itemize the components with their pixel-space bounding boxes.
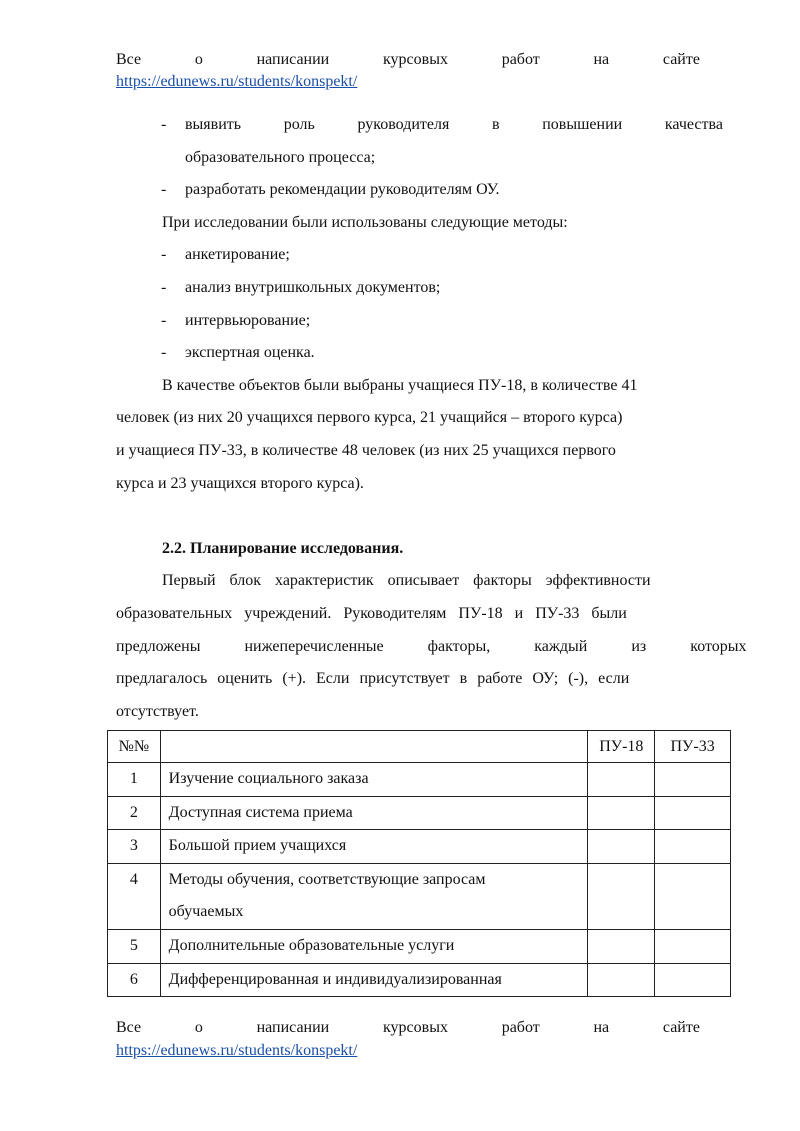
row-number: 2 [108, 796, 161, 830]
list-item-text: экспертная оценка. [185, 344, 315, 362]
word: качества [664, 116, 723, 133]
header-word: работ [501, 51, 540, 68]
table-row [108, 830, 731, 864]
mark-cell-pu18[interactable] [588, 796, 655, 830]
factor-name: Методы обучения, соответствующие запросам обучаемых [160, 863, 588, 929]
table-header-row [108, 731, 731, 763]
section-heading: 2.2. Планирование исследования. [162, 539, 404, 557]
word: роль [283, 116, 315, 133]
header-word: сайте [662, 51, 700, 68]
list-dash: - [161, 344, 167, 362]
list-dash: - [161, 311, 167, 329]
header-word: Все [116, 51, 142, 68]
list-item-text: разработать рекомендации руководителям ОУ. [185, 181, 500, 199]
list-item-text: интервьюрование; [185, 311, 311, 329]
list-item [116, 337, 723, 370]
paragraph-line: отсутствует. [116, 702, 199, 720]
mark-cell-pu18[interactable] [588, 929, 655, 963]
mark-cell-pu33[interactable] [655, 796, 731, 830]
header-word: написании [256, 51, 330, 68]
list-item-text: образовательного процесса; [185, 148, 376, 166]
list-item [116, 239, 723, 272]
word: выявить [185, 116, 242, 133]
paragraph-line: В качестве объектов были выбраны учащиеся ПУ-18, в количестве 41 [162, 376, 638, 394]
factors-table [107, 730, 731, 997]
list-item [116, 272, 723, 305]
header-word: о [194, 51, 203, 68]
list-dash: - [161, 181, 167, 199]
header-num: №№ [108, 731, 161, 763]
list-item [116, 305, 723, 338]
paragraph-line: и учащиеся ПУ-33, в количестве 48 человек (из них 25 учащихся первого [116, 441, 616, 459]
header-link[interactable]: https://edunews.ru/students/konspekt/ [116, 73, 358, 90]
paragraph-line: образовательных учреждений. Руководителям ПУ-18 и ПУ-33 были [116, 604, 627, 622]
footer-word: Все [116, 1019, 142, 1036]
mark-cell-pu33[interactable] [655, 763, 731, 797]
row-number: 5 [108, 929, 161, 963]
list-item-text [185, 109, 723, 142]
footer-word: о [194, 1019, 203, 1036]
list-item-text: анкетирование; [185, 246, 290, 264]
header-word: на [593, 51, 610, 68]
row-number: 3 [108, 830, 161, 864]
mark-cell-pu18[interactable] [588, 963, 655, 997]
header-text [116, 50, 700, 70]
list-dash: - [161, 246, 167, 264]
footer-word: на [593, 1019, 610, 1036]
mark-cell-pu33[interactable] [655, 830, 731, 864]
paragraph-line: предлагалось оценить (+). Если присутствует в работе ОУ; (-), если [116, 670, 630, 688]
list-item-text: анализ внутришкольных документов; [185, 278, 441, 296]
paragraph-line: человек (из них 20 учащихся первого курса, 21 учащийся – второго курса) [116, 409, 623, 427]
word: в [492, 116, 500, 133]
factor-name: Дифференцированная и индивидуализированная [160, 963, 588, 997]
footer-text [116, 1018, 700, 1038]
list-item [116, 109, 723, 142]
factor-name: Доступная система приема [160, 796, 588, 830]
row-number: 4 [108, 863, 161, 929]
paragraph-line: Первый блок характеристик описывает факторы эффективности [162, 572, 651, 590]
footer-link[interactable]: https://edunews.ru/students/konspekt/ [116, 1042, 358, 1059]
factor-name: Дополнительные образовательные услуги [160, 929, 588, 963]
body-text [116, 109, 747, 728]
header-name [160, 731, 588, 763]
footer-word: работ [501, 1019, 540, 1036]
list-item [116, 174, 723, 207]
paragraph-line: курса и 23 учащихся второго курса). [116, 474, 364, 492]
table-row [108, 929, 731, 963]
footer-word: курсовых [383, 1019, 448, 1036]
factor-name: Большой прием учащихся [160, 830, 588, 864]
row-number: 1 [108, 763, 161, 797]
list-dash: - [161, 278, 167, 296]
table-row [108, 863, 731, 929]
header-pu18: ПУ-18 [588, 731, 655, 763]
table-row [108, 796, 731, 830]
mark-cell-pu18[interactable] [588, 863, 655, 929]
word: руководителя [357, 116, 450, 133]
mark-cell-pu18[interactable] [588, 830, 655, 864]
factor-name: Изучение социального заказа [160, 763, 588, 797]
mark-cell-pu18[interactable] [588, 763, 655, 797]
header-pu33: ПУ-33 [655, 731, 731, 763]
word: повышении [542, 116, 623, 133]
list-item-continuation [116, 142, 723, 175]
mark-cell-pu33[interactable] [655, 929, 731, 963]
table-row [108, 763, 731, 797]
table-row [108, 963, 731, 997]
mark-cell-pu33[interactable] [655, 863, 731, 929]
row-number: 6 [108, 963, 161, 997]
list-dash: - [161, 116, 167, 133]
paragraph-line: предложены нижеперечисленные факторы, каждый из которых [116, 637, 747, 655]
footer-word: написании [256, 1019, 330, 1036]
header-word: курсовых [383, 51, 448, 68]
mark-cell-pu33[interactable] [655, 963, 731, 997]
footer-word: сайте [662, 1019, 700, 1036]
paragraph-line: При исследовании были использованы следующие методы: [162, 213, 568, 231]
